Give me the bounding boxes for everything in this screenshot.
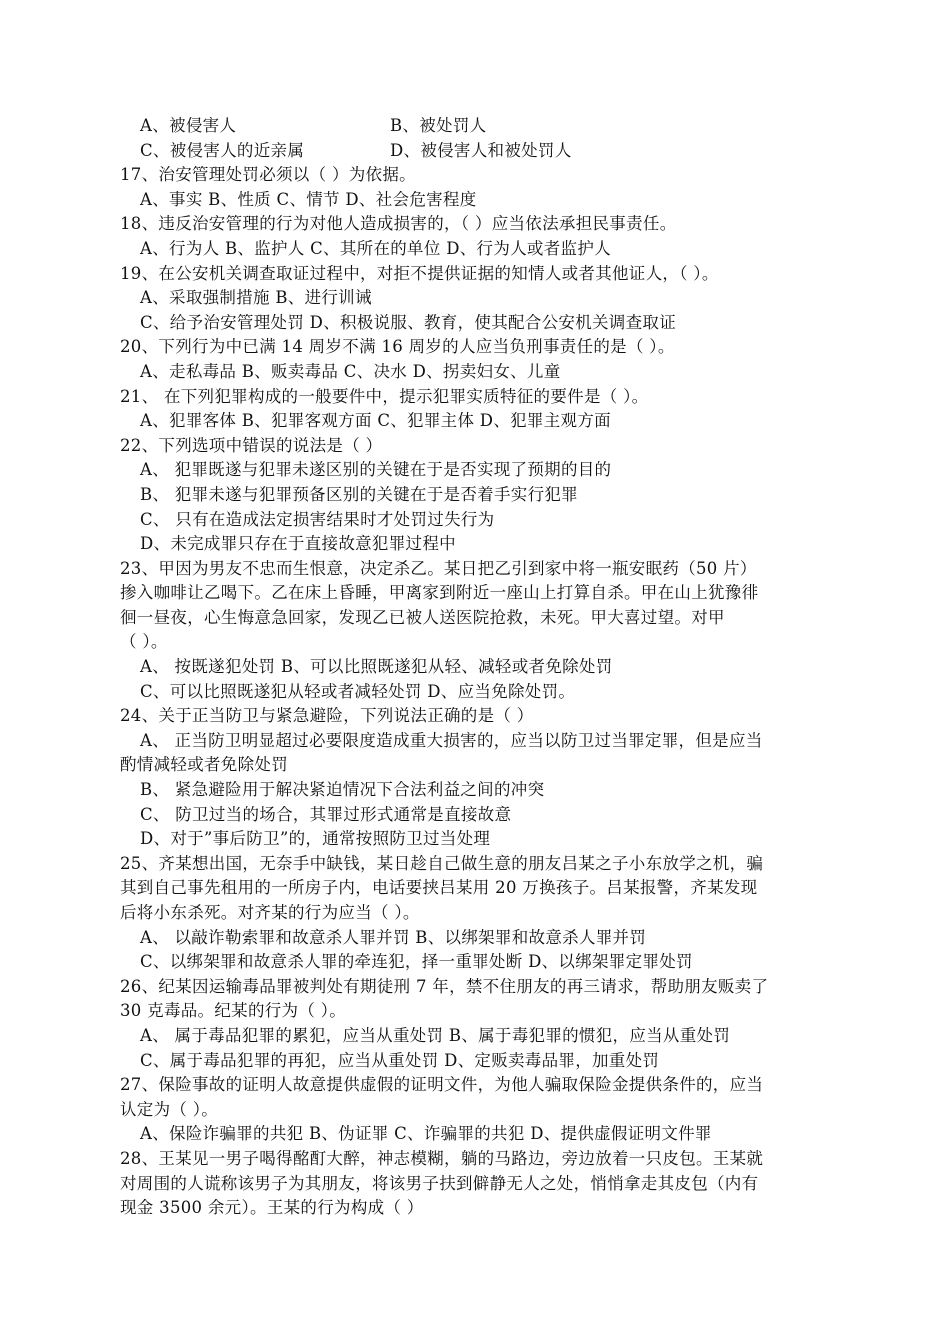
option-text: C、给予治安管理处罚 D、积极说服、教育，使其配合公安机关调查取证 — [140, 312, 676, 332]
question-text: 26、纪某因运输毒品罪被判处有期徒刑 7 年，禁不住朋友的再三请求，帮助朋友贩卖了 — [120, 976, 769, 996]
option-text: A、 按既遂犯处罚 B、可以比照既遂犯从轻、减轻或者免除处罚 — [140, 657, 613, 677]
question-text: 掺入咖啡让乙喝下。乙在床上昏睡，甲离家到附近一座山上打算自杀。甲在山上犹豫徘 — [120, 583, 759, 603]
option-text: C、属于毒品犯罪的再犯，应当从重处罚 D、定贩卖毒品罪，加重处罚 — [140, 1050, 660, 1070]
question-text: 30 克毒品。纪某的行为（ ）。 — [120, 1001, 347, 1021]
question-text: （ ）。 — [120, 632, 168, 652]
option-row — [120, 114, 855, 139]
question-text: 徊一昼夜，心生悔意急回家，发现乙已被人送医院抢救，未死。甲大喜过望。对甲 — [120, 607, 725, 627]
question-text: 23、甲因为男友不忠而生恨意，决定杀乙。某日把乙引到家中将一瓶安眠药（50 片） — [120, 558, 757, 578]
option-text: A、 以敲诈勒索罪和故意杀人罪并罚 B、以绑架罪和故意杀人罪并罚 — [140, 927, 647, 947]
option-text: A、 犯罪既遂与犯罪未遂区别的关键在于是否实现了预期的目的 — [140, 460, 612, 480]
option-text: A、犯罪客体 B、犯罪客观方面 C、犯罪主体 D、犯罪主观方面 — [140, 411, 611, 431]
question-text: 酌情减轻或者免除处罚 — [120, 755, 288, 775]
option-text: B、被处罚人 — [390, 116, 487, 135]
question-text: 认定为（ ）。 — [120, 1099, 219, 1119]
question-text: 28、王某见一男子喝得酩酊大醉，神志模糊，躺的马路边，旁边放着一只皮包。王某就 — [120, 1148, 764, 1168]
option-text: C、以绑架罪和故意杀人罪的牵连犯，择一重罪处断 D、以绑架罪定罪处罚 — [140, 952, 693, 972]
question-text: 18、违反治安管理的行为对他人造成损害的，（ ）应当依法承担民事责任。 — [120, 214, 677, 234]
option-text: C、 只有在造成法定损害结果时才处罚过失行为 — [140, 509, 495, 529]
question-text: 其到自己事先租用的一所房子内，电话要挟吕某用 20 万换孩子。吕某报警，齐某发现 — [120, 878, 758, 898]
question-text: 17、治安管理处罚必须以（ ）为依据。 — [120, 165, 416, 185]
question-text: 19、在公安机关调查取证过程中，对拒不提供证据的知情人或者其他证人，（ ）。 — [120, 263, 719, 283]
question-text: 22、下列选项中错误的说法是（ ） — [120, 435, 383, 455]
option-text: A、 正当防卫明显超过必要限度造成重大损害的，应当以防卫过当罪定罪，但是应当 — [140, 730, 763, 750]
question-text: 现金 3500 余元）。王某的行为构成（ ） — [120, 1198, 424, 1218]
question-text: 21、 在下列犯罪构成的一般要件中，提示犯罪实质特征的要件是（ ）。 — [120, 386, 649, 406]
option-text: C、可以比照既遂犯从轻或者减轻处罚 D、应当免除处罚。 — [140, 681, 576, 701]
option-text: D、未完成罪只存在于直接故意犯罪过程中 — [140, 534, 456, 554]
option-row — [120, 139, 855, 164]
option-text: A、事实 B、性质 C、情节 D、社会危害程度 — [140, 189, 477, 209]
exam-question-list — [120, 114, 855, 1221]
question-text: 27、保险事故的证明人故意提供虚假的证明文件，为他人骗取保险金提供条件的，应当 — [120, 1075, 764, 1095]
question-text: 后将小东杀死。对齐某的行为应当（ ）。 — [120, 903, 420, 922]
option-text: B、 紧急避险用于解决紧迫情况下合法利益之间的冲突 — [140, 780, 545, 800]
option-text: A、保险诈骗罪的共犯 B、伪证罪 C、诈骗罪的共犯 D、提供虚假证明文件罪 — [140, 1124, 712, 1144]
option-text: C、被侵害人的近亲属 — [140, 140, 305, 160]
option-text: C、 防卫过当的场合，其罪过形式通常是直接故意 — [140, 804, 512, 824]
option-text: B、 犯罪未遂与犯罪预备区别的关键在于是否着手实行犯罪 — [140, 484, 578, 504]
question-text: 24、关于正当防卫与紧急避险，下列说法正确的是（ ） — [120, 706, 534, 726]
option-text: A、 属于毒品犯罪的累犯，应当从重处罚 B、属于毒犯罪的惯犯，应当从重处罚 — [140, 1025, 731, 1045]
option-text: D、被侵害人和被处罚人 — [390, 140, 572, 160]
question-text: 25、齐某想出国，无奈手中缺钱，某日趁自己做生意的朋友吕某之子小东放学之机，骗 — [120, 853, 764, 873]
option-text: D、对于”事后防卫”的，通常按照防卫过当处理 — [140, 829, 491, 849]
question-text: 对周围的人谎称该男子为其朋友，将该男子扶到僻静无人之处，悄悄拿走其皮包（内有 — [120, 1173, 759, 1193]
question-text: 20、下列行为中已满 14 周岁不满 16 周岁的人应当负刑事责任的是（ ）。 — [120, 337, 675, 357]
option-text: A、被侵害人 — [140, 116, 237, 135]
option-text: A、行为人 B、监护人 C、其所在的单位 D、行为人或者监护人 — [140, 238, 611, 258]
option-text: A、走私毒品 B、贩卖毒品 C、决水 D、拐卖妇女、儿童 — [140, 361, 561, 381]
option-text: A、采取强制措施 B、进行训诫 — [140, 288, 372, 308]
